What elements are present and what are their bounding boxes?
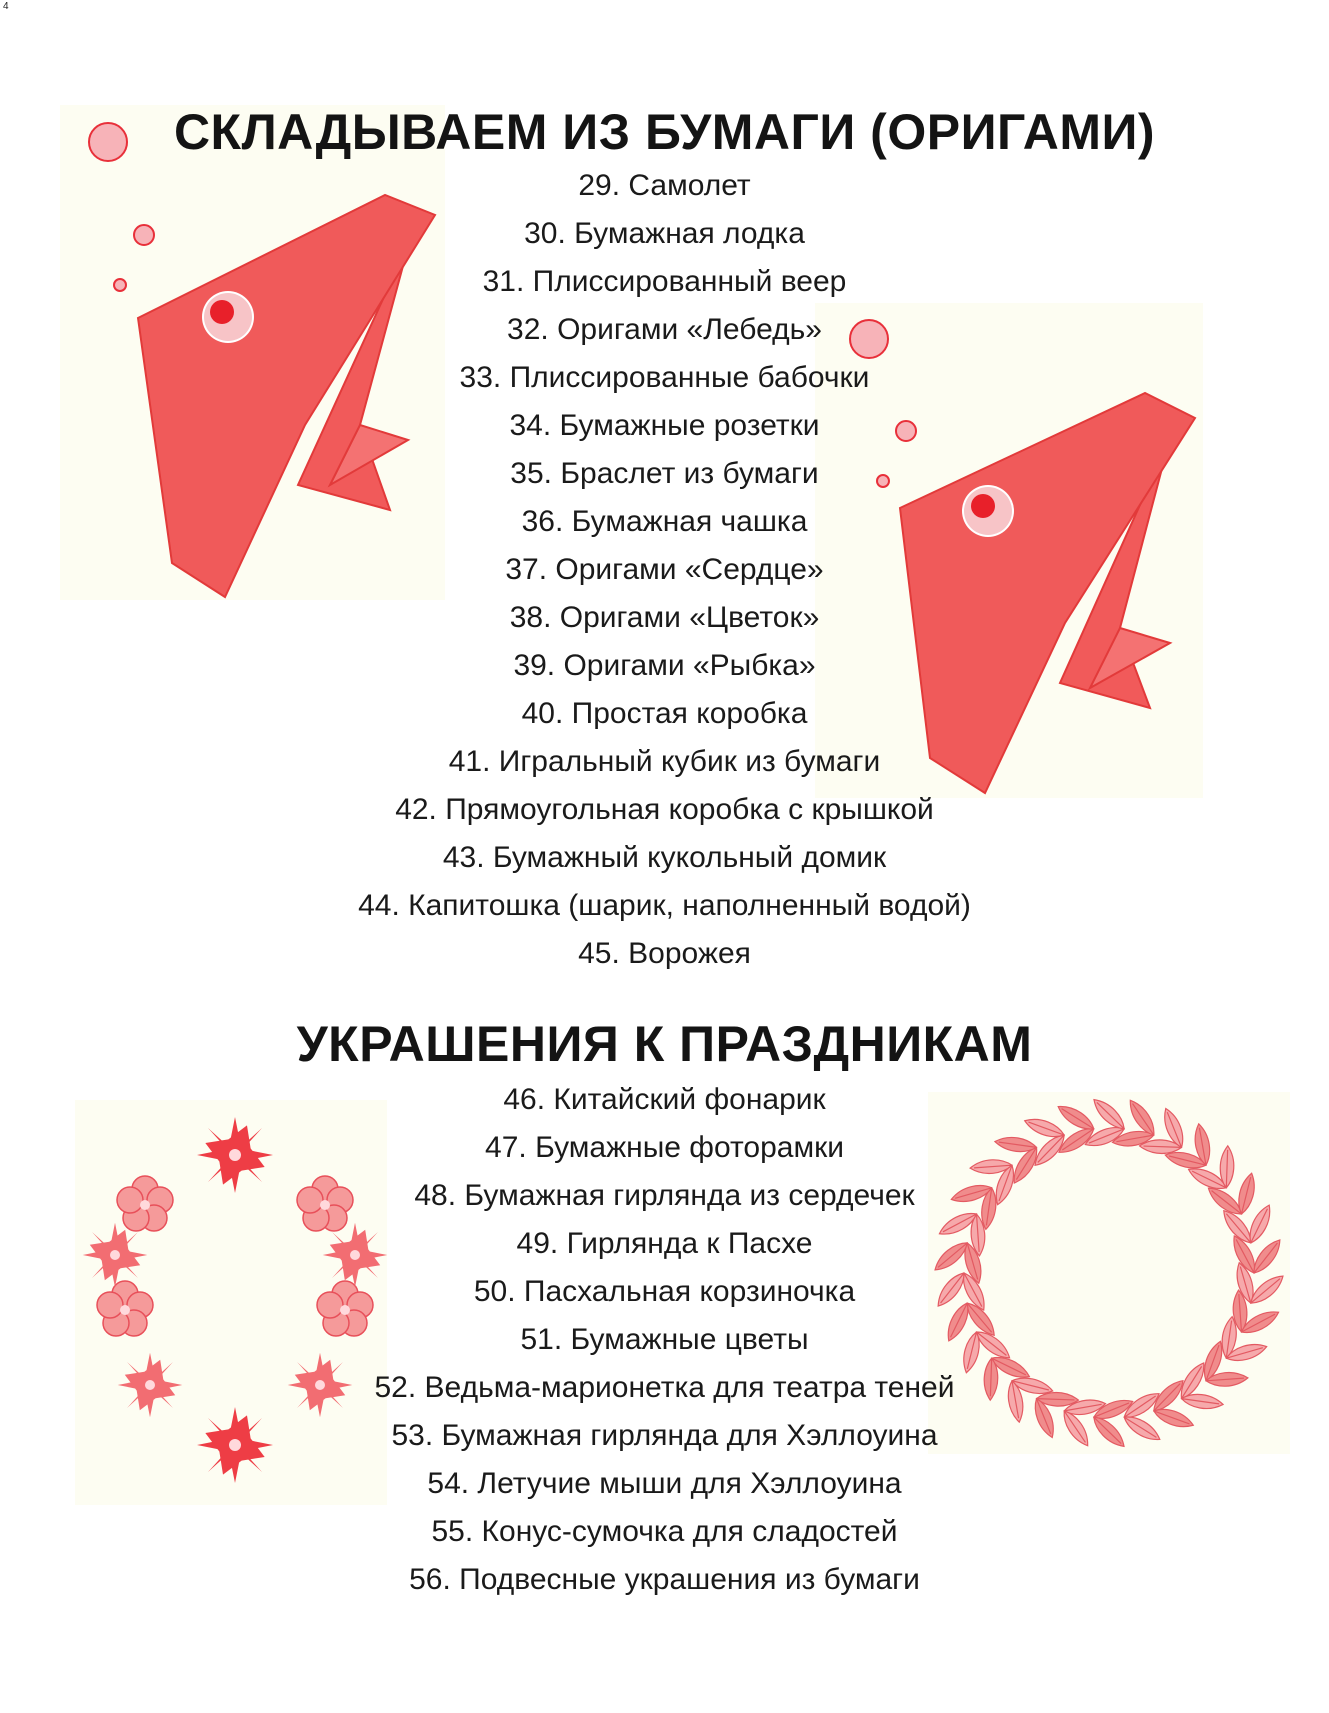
list-item: 52. Ведьма-марионетка для театра теней: [374, 1371, 955, 1404]
list-item: 34. Бумажные розетки: [509, 409, 820, 442]
list-item: 44. Капитошка (шарик, наполненный водой): [358, 889, 971, 922]
list-item: 56. Подвесные украшения из бумаги: [409, 1563, 920, 1596]
section-title-holidays: УКРАШЕНИЯ К ПРАЗДНИКАМ: [296, 1016, 1033, 1072]
list-item: 43. Бумажный кукольный домик: [442, 841, 887, 874]
list-item: 53. Бумажная гирлянда для Хэллоуина: [391, 1419, 938, 1452]
page-number: 4: [3, 1, 9, 12]
list-item: 32. Оригами «Лебедь»: [507, 313, 822, 346]
holiday-item-list: [0, 1076, 1329, 1604]
list-item: 35. Браслет из бумаги: [510, 457, 819, 490]
list-item: 37. Оригами «Сердце»: [505, 553, 824, 586]
list-item: 31. Плиссированный веер: [482, 265, 847, 298]
section-title-origami: СКЛАДЫВАЕМ ИЗ БУМАГИ (ОРИГАМИ): [173, 104, 1156, 160]
list-item: 51. Бумажные цветы: [520, 1323, 809, 1356]
list-item: 42. Прямоугольная коробка с крышкой: [395, 793, 934, 826]
list-item: 38. Оригами «Цветок»: [509, 601, 820, 634]
list-item: 49. Гирлянда к Пасхе: [516, 1227, 813, 1260]
list-item: 30. Бумажная лодка: [524, 217, 805, 250]
list-item: 33. Плиссированные бабочки: [459, 361, 870, 394]
list-item: 48. Бумажная гирлянда из сердечек: [414, 1179, 915, 1212]
origami-item-list: [0, 162, 1329, 978]
list-item: 36. Бумажная чашка: [521, 505, 808, 538]
list-item: 45. Ворожея: [578, 937, 751, 970]
list-item: 50. Пасхальная корзиночка: [473, 1275, 856, 1308]
list-item: 29. Самолет: [578, 169, 751, 202]
list-item: 47. Бумажные фоторамки: [485, 1131, 844, 1164]
list-item: 46. Китайский фонарик: [503, 1083, 826, 1116]
list-item: 40. Простая коробка: [521, 697, 808, 730]
list-item: 55. Конус-сумочка для сладостей: [431, 1515, 898, 1548]
list-item: 39. Оригами «Рыбка»: [513, 649, 816, 682]
list-item: 54. Летучие мыши для Хэллоуина: [427, 1467, 902, 1500]
list-item: 41. Игральный кубик из бумаги: [448, 745, 881, 778]
